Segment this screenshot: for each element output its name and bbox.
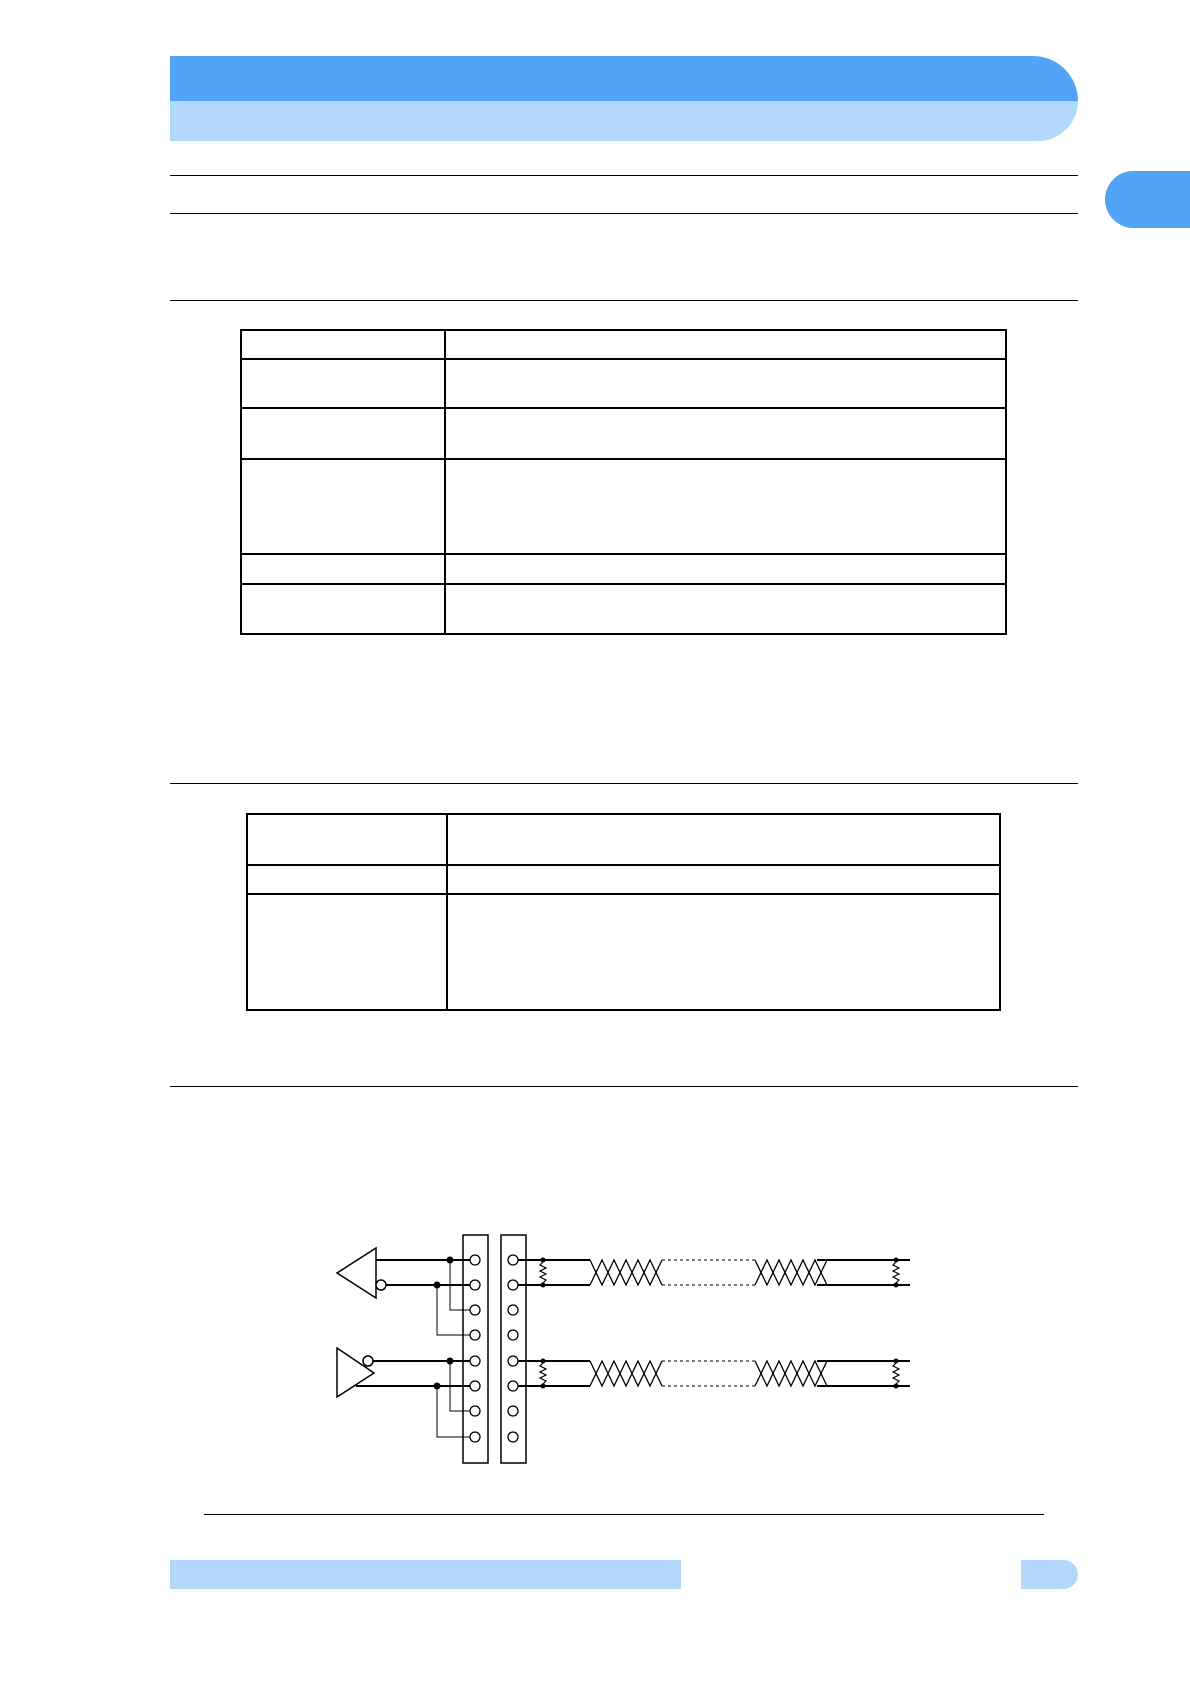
page-number-pill [1021,1560,1078,1589]
chapter-side-tab [1105,171,1190,228]
terminal-pins-left [470,1255,480,1442]
spec-table-1-row-line [240,358,1007,360]
spec-table-2 [246,813,1001,1011]
spec-table-2-row-line [246,893,1001,895]
footer-rule [204,1514,1044,1515]
section-rule-4 [170,783,1078,784]
twisted-pair-upper-icon [518,1258,910,1288]
spec-table-2-column-divider [446,813,448,1011]
footer-bar [170,1560,681,1589]
spec-table-1-row-line [240,407,1007,409]
header-banner-bottom [170,101,1078,141]
header-banner-top [170,56,1078,101]
spec-table-1-row-line [240,553,1007,555]
wiring-diagram [330,1225,920,1470]
section-rule-1 [170,175,1078,176]
section-rule-2 [170,213,1078,214]
spec-table-1-row-line [240,583,1007,585]
section-rule-5 [170,1086,1078,1087]
spec-table-1-column-divider [444,329,446,635]
terminal-block-left [463,1235,488,1463]
driver-triangle-icon [337,1248,376,1298]
terminal-pins-right [508,1255,518,1442]
section-rule-3 [170,300,1078,301]
twisted-pair-lower-icon [518,1359,910,1389]
spec-table-1-row-line [240,458,1007,460]
spec-table-1 [240,329,1007,635]
terminal-block-right [501,1235,526,1463]
spec-table-2-row-line [246,864,1001,866]
